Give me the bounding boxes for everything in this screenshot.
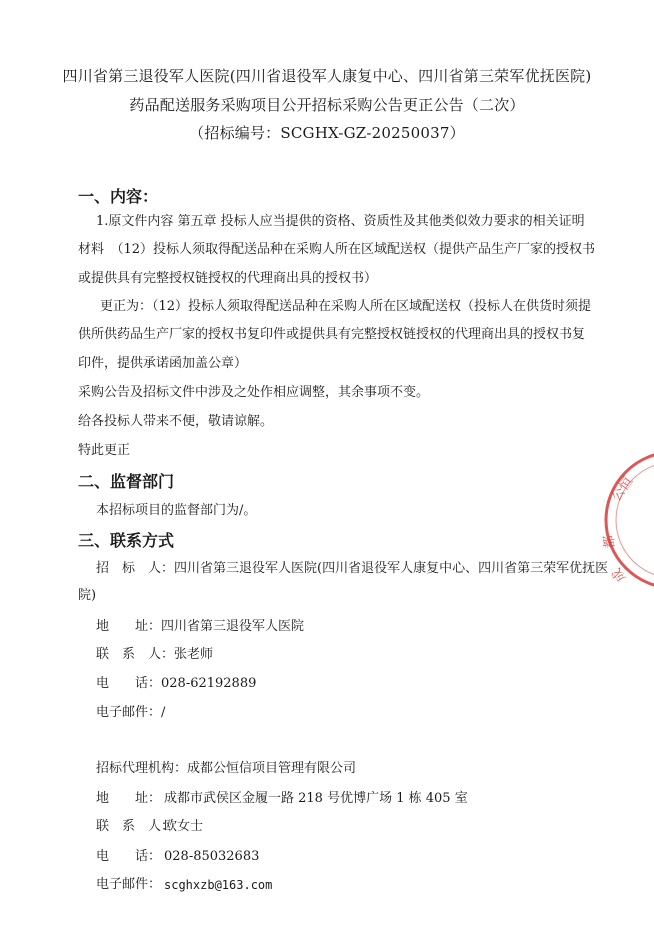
original-content-line1: 1.原文件内容 第五章 投标人应当提供的资格、资质性及其他类似效力要求的相关证明	[96, 214, 585, 229]
buyer-contact: 联 系 人：张老师	[96, 647, 214, 662]
supervision-text: 本招标项目的监督部门为/。	[96, 503, 257, 518]
agent-address-label: 地 址：	[96, 791, 162, 806]
agent-phone-label: 电 话：	[96, 849, 162, 864]
agent-contact-label: 联 系 人：	[96, 819, 175, 834]
document-title-line1: 四川省第三退役军人医院(四川省退役军人康复中心、四川省第三荣军优抚医院)	[62, 67, 592, 85]
svg-text:公恒: 公恒	[608, 474, 637, 505]
agent-phone: 028-85032683	[164, 849, 260, 864]
company-seal	[596, 440, 654, 600]
closing-note: 特此更正	[78, 443, 131, 458]
agent-contact: 欧女士	[164, 819, 204, 834]
svg-text:成: 成	[609, 565, 630, 585]
original-content-line2: 材料 （12）投标人须取得配送品种在采购人所在区域配送权（提供产品生产厂家的授权书	[78, 242, 596, 257]
buyer-phone: 电 话：028-62192889	[96, 676, 257, 691]
section-heading-supervision: 二、监督部门	[78, 472, 175, 491]
buyer-address: 地 址：四川省第三退役军人医院	[96, 619, 305, 634]
agent-email: scghxzb@163.com	[164, 878, 273, 892]
agent-email-label: 电子邮件：	[96, 877, 162, 892]
agent-address: 成都市武侯区金履一路 218 号优博广场 1 栋 405 室	[164, 791, 468, 806]
buyer-email: 电子邮件：/	[96, 705, 166, 720]
buyer-name-line1: 招 标 人：四川省第三退役军人医院(四川省退役军人康复中心、四川省第三荣军优抚医	[96, 561, 609, 576]
svg-text:都: 都	[601, 534, 618, 549]
document-title-line2: 药品配送服务采购项目公开招标采购公告更正公告（二次）	[129, 96, 525, 114]
section-heading-contact: 三、联系方式	[78, 531, 175, 550]
corrected-content-line1: 更正为：（12）投标人须取得配送品种在采购人所在区域配送权（投标人在供货时须提	[100, 299, 592, 314]
original-content-line3: 或提供具有完整授权链授权的代理商出具的授权书）	[78, 271, 378, 286]
adjustment-note: 采购公告及招标文件中涉及之处作相应调整，其余事项不变。	[78, 385, 430, 400]
corrected-content-line3: 印件，提供承诺函加盖公章）	[78, 356, 248, 371]
agent-name: 招标代理机构：成都公恒信项目管理有限公司	[96, 761, 357, 776]
apology-note: 给各投标人带来不便，敬请谅解。	[78, 414, 274, 429]
section-heading-content: 一、内容：	[78, 187, 159, 206]
corrected-content-line2: 供所供药品生产厂家的授权书复印件或提供具有完整授权链授权的代理商出具的授权书复	[78, 327, 586, 342]
buyer-name-line2: 院)	[78, 588, 97, 603]
tender-number: （招标编号：SCGHX-GZ-20250037）	[189, 124, 465, 142]
